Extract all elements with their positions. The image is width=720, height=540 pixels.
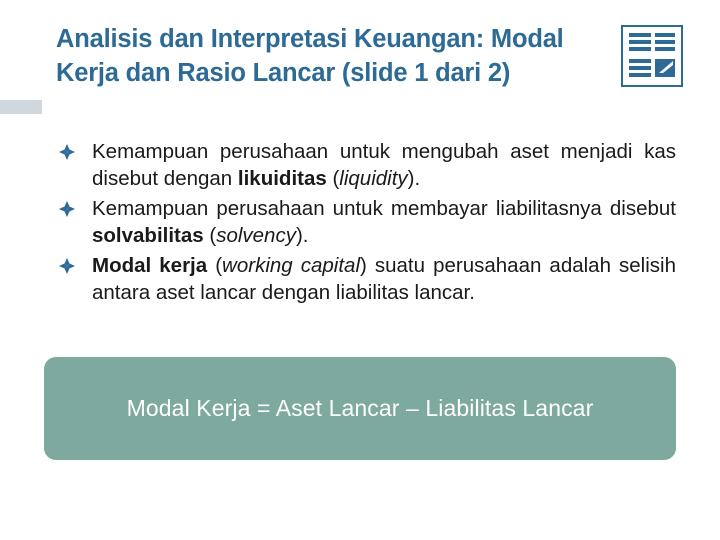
- term-solvabilitas: solvabilitas: [92, 224, 204, 247]
- bullet-text: (: [203, 224, 217, 247]
- formula-box: [44, 357, 676, 460]
- bullet-text: ).: [295, 224, 309, 247]
- side-accent-bar: [0, 100, 42, 114]
- working-capital-formula: Modal Kerja = Aset Lancar – Liabilitas Lancar: [126, 395, 594, 421]
- term-working-capital: working capital: [222, 254, 360, 277]
- term-liquidity: liquidity: [339, 167, 408, 190]
- bullet-text: (: [207, 254, 223, 277]
- diamond-bullet-icon: [58, 143, 76, 161]
- bullet-item-solvency: [58, 195, 676, 249]
- bullet-text: (: [326, 167, 340, 190]
- bullet-text: ).: [407, 167, 421, 190]
- bullet-text: ) suatu perusahaan adalah selisih antara aset lancar dengan liabilitas lancar.: [92, 254, 676, 304]
- bullet-item-working-capital: [58, 252, 676, 306]
- slide-title-line-2: Kerja dan Rasio Lancar (slide 1 dari 2): [56, 59, 511, 87]
- term-likuiditas: likuiditas: [237, 167, 327, 190]
- term-solvency: solvency: [216, 224, 296, 247]
- term-modal-kerja: Modal kerja: [92, 254, 208, 277]
- diamond-bullet-icon: [58, 200, 76, 218]
- publisher-logo-icon: [621, 25, 683, 87]
- bullet-list: [58, 138, 676, 309]
- diamond-bullet-icon: [58, 257, 76, 275]
- slide-title-line-1: Analisis dan Interpretasi Keuangan: Modal: [56, 25, 564, 53]
- bullet-text: Kemampuan perusahaan untuk mengubah aset menjadi kas disebut dengan: [92, 140, 676, 190]
- bullet-text: Kemampuan perusahaan untuk membayar liabilitasnya disebut: [92, 197, 676, 220]
- slide-title: [56, 22, 656, 90]
- bullet-item-liquidity: [58, 138, 676, 192]
